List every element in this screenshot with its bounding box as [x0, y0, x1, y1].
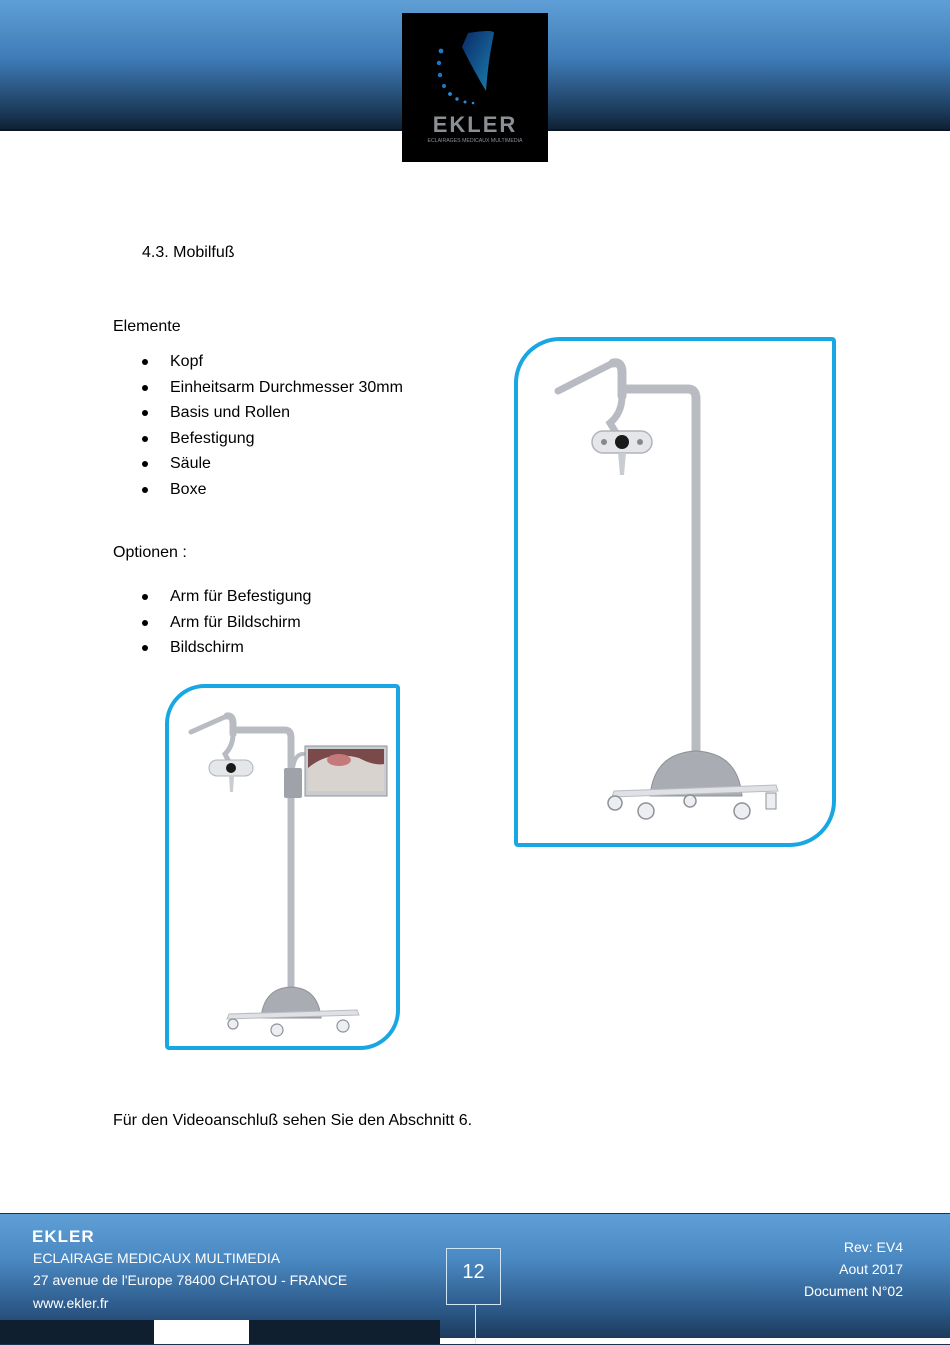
options-label: Optionen : [113, 544, 187, 561]
mobile-stand-image [514, 337, 836, 847]
footer-logo-wordmark: EKLER [32, 1227, 95, 1245]
elements-list [170, 351, 403, 505]
footer-date: Aout 2017 [839, 1261, 903, 1277]
list-item: Arm für Befestigung [170, 586, 311, 612]
footer-strip-line [440, 1338, 950, 1344]
footer-company: ECLAIRAGE MEDICAUX MULTIMEDIA [33, 1250, 281, 1266]
footer-address: 27 avenue de l'Europe 78400 CHATOU - FRANCE [33, 1272, 348, 1288]
options-list [170, 586, 311, 663]
footer-website[interactable]: www.ekler.fr [33, 1295, 109, 1311]
list-item: Befestigung [170, 428, 403, 454]
elements-label: Elemente [113, 318, 181, 335]
footer-document: Document N°02 [804, 1283, 903, 1299]
page-number: 12 [446, 1248, 501, 1305]
company-logo [402, 13, 548, 162]
footer-logo [32, 1227, 112, 1250]
footer-strip-block [154, 1320, 249, 1344]
mobile-stand-with-monitor-image [165, 684, 400, 1050]
page-number-stem [475, 1305, 476, 1344]
logo-subtext: ECLAIRAGES MEDICAUX MULTIMEDIA [427, 138, 523, 144]
list-item: Einheitsarm Durchmesser 30mm [170, 377, 403, 403]
list-item: Boxe [170, 479, 403, 505]
list-item: Kopf [170, 351, 403, 377]
section-heading: 4.3. Mobilfuß [142, 244, 235, 261]
footer-revision: Rev: EV4 [843, 1239, 903, 1255]
list-item: Säule [170, 453, 403, 479]
list-item: Arm für Bildschirm [170, 612, 311, 638]
closing-text: Für den Videoanschluß sehen Sie den Abschnitt 6. [113, 1112, 473, 1129]
list-item: Basis und Rollen [170, 402, 403, 428]
list-item: Bildschirm [170, 637, 311, 663]
logo-wordmark: EKLER [432, 112, 518, 137]
